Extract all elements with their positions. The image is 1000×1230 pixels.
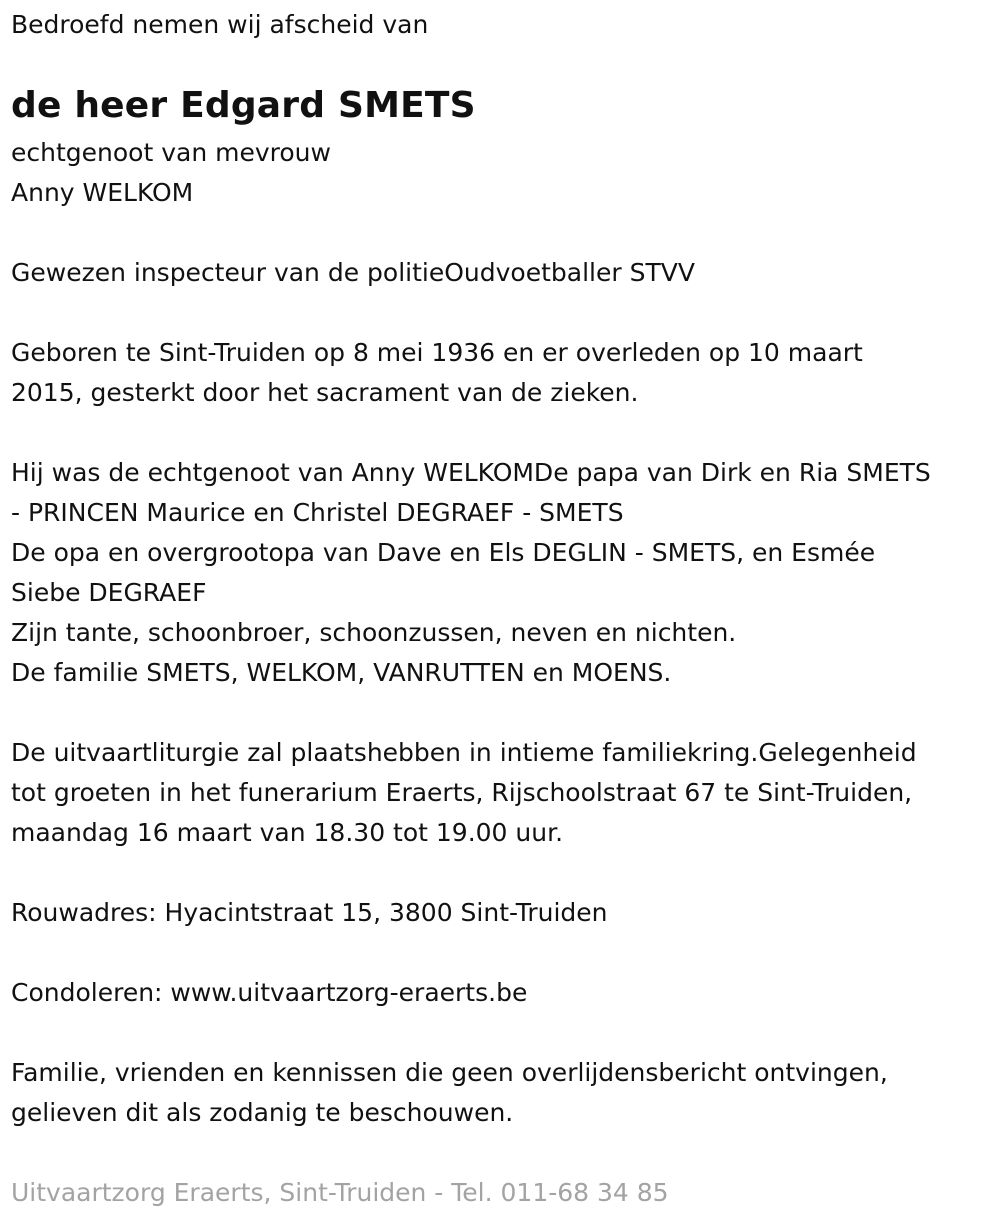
condolence-line: Condoleren: www.uitvaartzorg-eraerts.be bbox=[11, 978, 528, 1007]
birth-death-line: Geboren te Sint-Truiden op 8 mei 1936 en er overleden op 10 maart bbox=[11, 338, 863, 367]
spouse-block bbox=[11, 133, 331, 213]
condolence-block bbox=[11, 973, 527, 1013]
family-line: Siebe DEGRAEF bbox=[11, 578, 207, 607]
notice-line: gelieven dit als zodanig te beschouwen. bbox=[11, 1098, 514, 1127]
titles-block bbox=[11, 253, 695, 293]
address-block bbox=[11, 893, 608, 933]
funeral-line: maandag 16 maart van 18.30 tot 19.00 uur. bbox=[11, 818, 564, 847]
birth-death-block bbox=[11, 333, 863, 413]
notice-block bbox=[11, 1053, 888, 1133]
notice-line: Familie, vrienden en kennissen die geen overlijdensbericht ontvingen, bbox=[11, 1058, 888, 1087]
family-line: De familie SMETS, WELKOM, VANRUTTEN en MOENS. bbox=[11, 658, 672, 687]
deceased-name: de heer Edgard SMETS bbox=[11, 85, 476, 126]
funeral-block bbox=[11, 733, 917, 853]
funeral-home-footer: Uitvaartzorg Eraerts, Sint-Truiden - Tel. 011-68 34 85 bbox=[11, 1178, 669, 1207]
family-line: Zijn tante, schoonbroer, schoonzussen, neven en nichten. bbox=[11, 618, 737, 647]
funeral-line: De uitvaartliturgie zal plaatshebben in intieme familiekring.Gelegenheid bbox=[11, 738, 917, 767]
spouse-line: echtgenoot van mevrouw bbox=[11, 138, 331, 167]
family-line: De opa en overgrootopa van Dave en Els DEGLIN - SMETS, en Esmée bbox=[11, 538, 876, 567]
mourning-address: Rouwadres: Hyacintstraat 15, 3800 Sint-Truiden bbox=[11, 898, 608, 927]
family-line: - PRINCEN Maurice en Christel DEGRAEF - SMETS bbox=[11, 498, 624, 527]
titles-line: Gewezen inspecteur van de politieOudvoetballer STVV bbox=[11, 258, 695, 287]
funeral-line: tot groeten in het funerarium Eraerts, Rijschoolstraat 67 te Sint-Truiden, bbox=[11, 778, 913, 807]
family-line: Hij was de echtgenoot van Anny WELKOMDe papa van Dirk en Ria SMETS bbox=[11, 458, 931, 487]
spouse-line: Anny WELKOM bbox=[11, 178, 194, 207]
intro-text: Bedroefd nemen wij afscheid van bbox=[11, 10, 429, 39]
family-block bbox=[11, 453, 931, 693]
birth-death-line: 2015, gesterkt door het sacrament van de zieken. bbox=[11, 378, 639, 407]
